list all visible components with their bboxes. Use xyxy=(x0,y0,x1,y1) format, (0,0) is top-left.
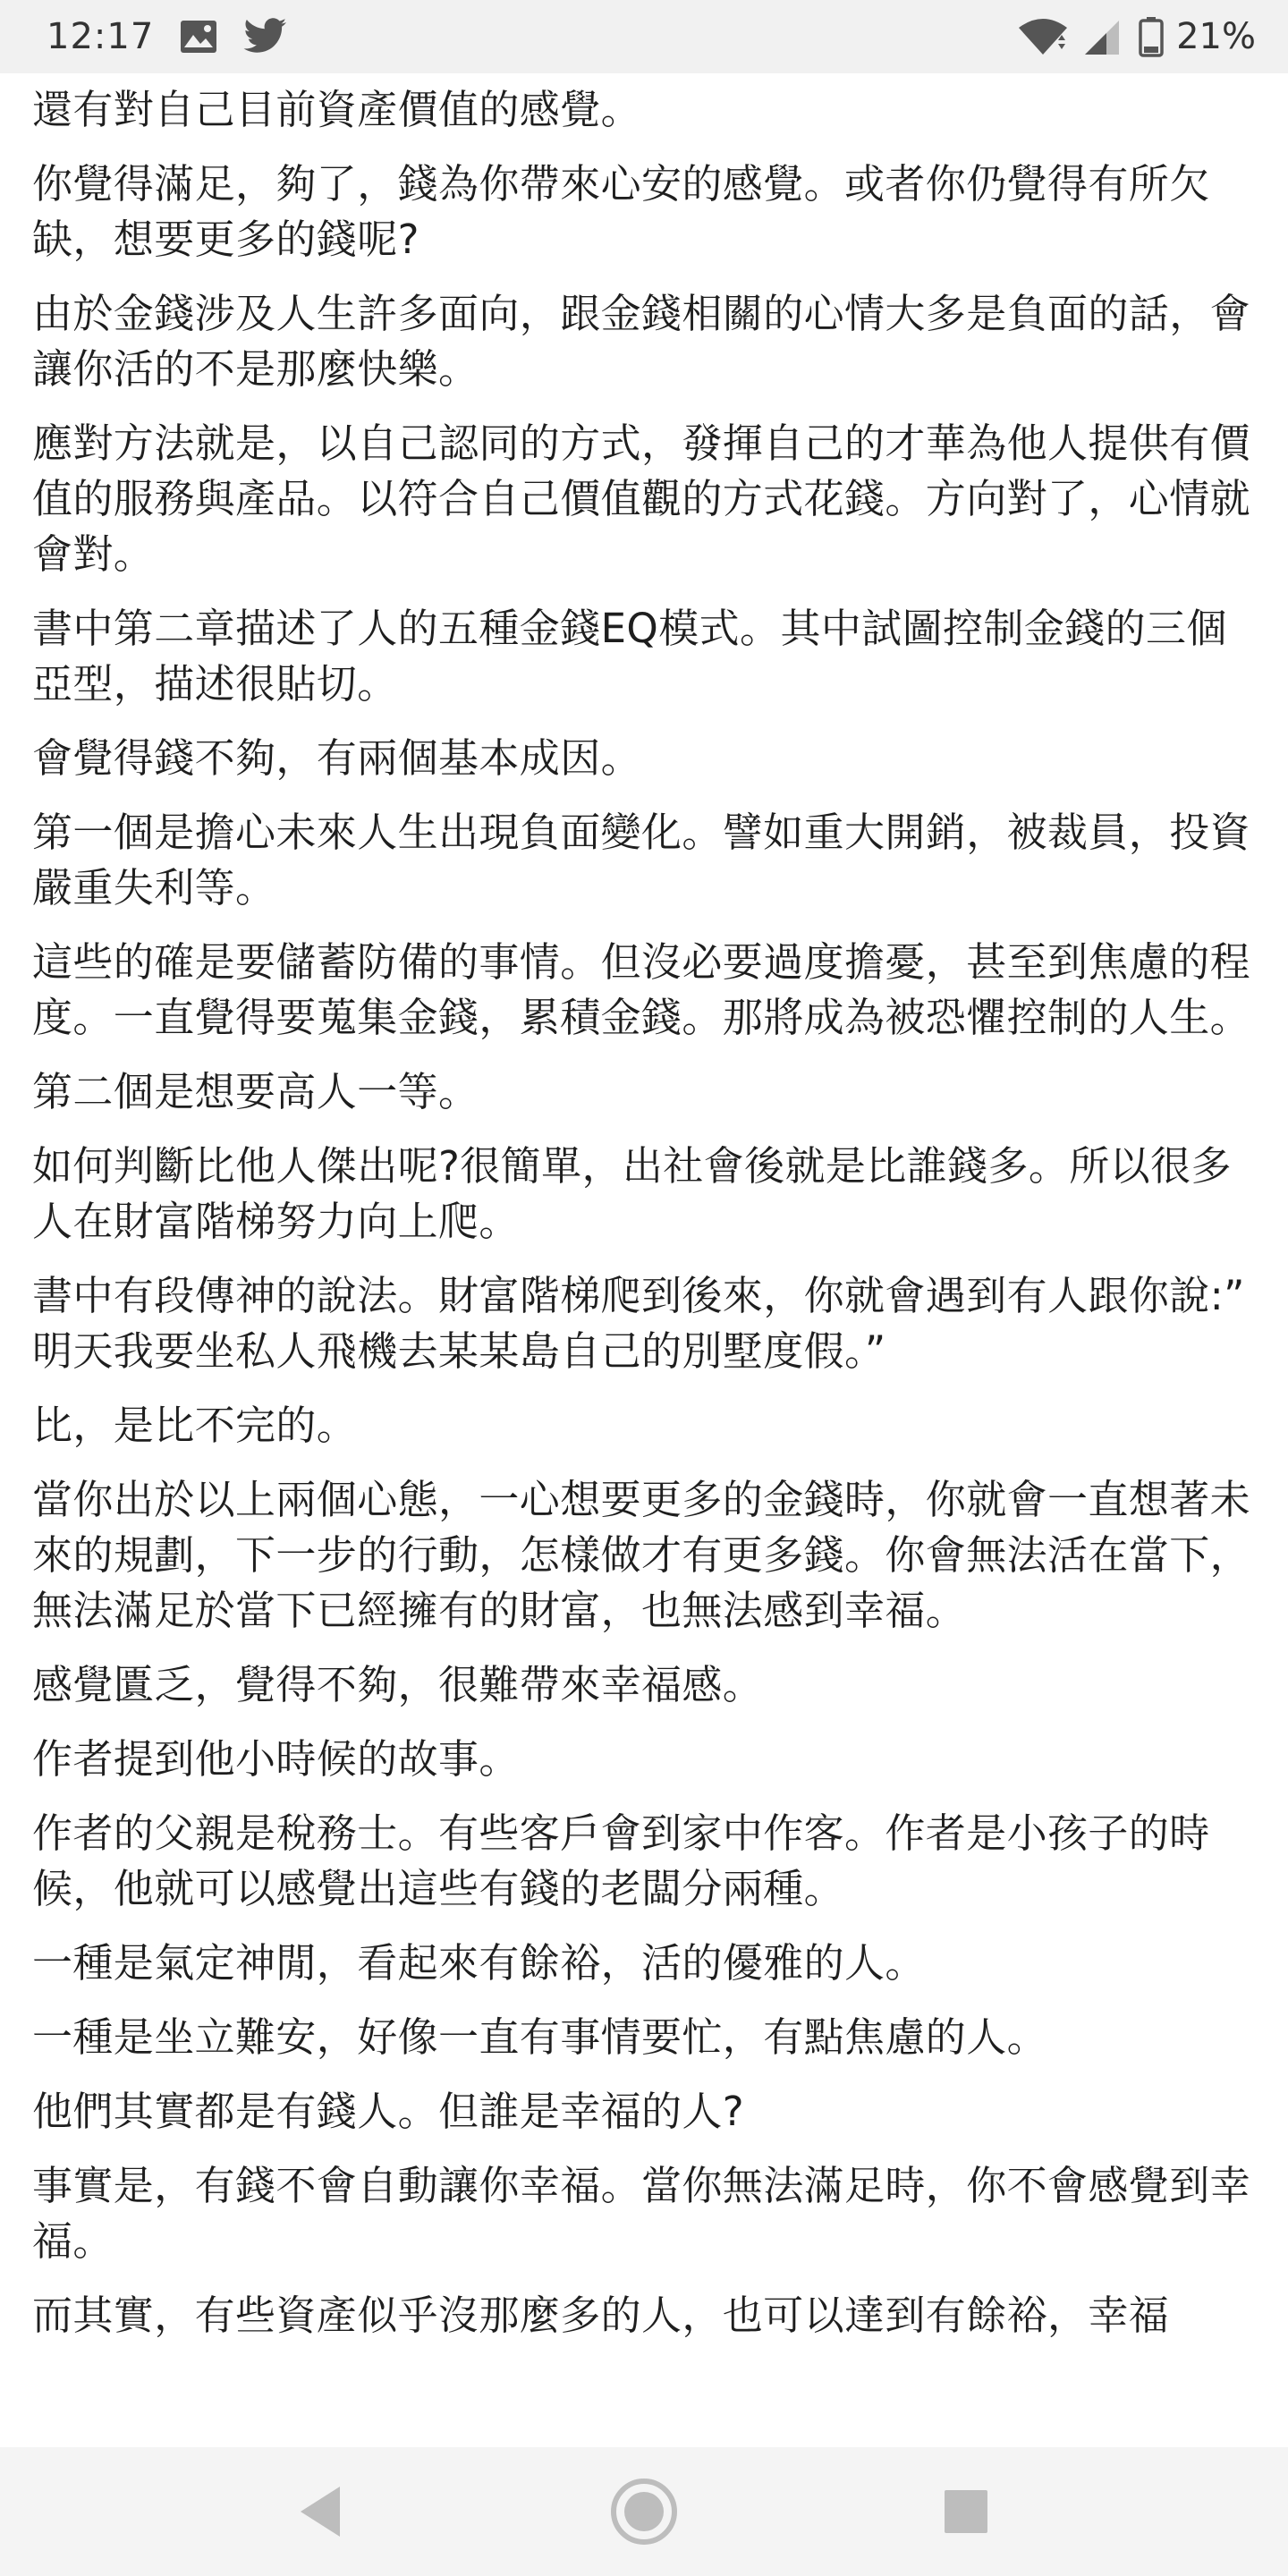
battery-percent: 21% xyxy=(1176,16,1256,57)
status-bar xyxy=(0,0,1288,73)
paragraph: 書中第二章描述了人的五種金錢EQ模式。其中試圖控制金錢的三個亞型，描述很貼切。 xyxy=(32,605,1227,708)
paragraph: 作者的父親是稅務士。有些客戶會到家中作客。作者是小孩子的時候，他就可以感覺出這些有錢的老闆分兩種。 xyxy=(32,1809,1210,1912)
home-button[interactable] xyxy=(590,2458,698,2565)
paragraph: 應對方法就是，以自己認同的方式，發揮自己的才華為他人提供有價值的服務與產品。以符合自己價值觀的方式花錢。方向對了，心情就會對。 xyxy=(32,419,1251,578)
paragraph: 一種是坐立難安，好像一直有事情要忙，有點焦慮的人。 xyxy=(32,2013,1048,2061)
image-icon xyxy=(179,19,218,55)
wifi-icon xyxy=(1017,17,1069,56)
paragraph: 還有對自己目前資產價值的感覺。 xyxy=(32,86,642,133)
paragraph: 作者提到他小時候的故事。 xyxy=(32,1735,520,1783)
navigation-bar xyxy=(0,2447,1288,2576)
paragraph: 你覺得滿足，夠了，錢為你帶來心安的感覺。或者你仍覺得有所欠缺，想要更多的錢呢? xyxy=(32,160,1210,263)
status-left xyxy=(47,16,288,57)
article-body xyxy=(32,82,1267,2444)
paragraph: 這些的確是要儲蓄防備的事情。但沒必要過度擔憂，甚至到焦慮的程度。一直覺得要蒐集金錢，累積金錢。那將成為被恐懼控制的人生。 xyxy=(32,938,1251,1041)
paragraph: 書中有段傳神的說法。財富階梯爬到後來，你就會遇到有人跟你說:” 明天我要坐私人飛機去某某島自己的別墅度假。” xyxy=(32,1272,1245,1375)
signal-icon xyxy=(1081,17,1126,56)
recents-icon xyxy=(941,2487,991,2537)
clock: 12:17 xyxy=(47,16,155,57)
status-right xyxy=(1017,16,1256,57)
paragraph: 當你出於以上兩個心態，一心想要更多的金錢時，你就會一直想著未來的規劃，下一步的行動，怎樣做才有更多錢。你會無法活在當下，無法滿足於當下已經擁有的財富，也無法感到幸福。 xyxy=(32,1476,1251,1634)
battery-icon xyxy=(1139,16,1164,57)
recents-button[interactable] xyxy=(912,2458,1020,2565)
paragraph: 一種是氣定神閒，看起來有餘裕，活的優雅的人。 xyxy=(32,1939,926,1987)
paragraph: 如何判斷比他人傑出呢?很簡單，出社會後就是比誰錢多。所以很多人在財富階梯努力向上爬。 xyxy=(32,1142,1232,1245)
home-icon xyxy=(608,2476,680,2547)
paragraph: 他們其實都是有錢人。但誰是幸福的人? xyxy=(32,2088,745,2135)
paragraph: 感覺匱乏，覺得不夠，很難帶來幸福感。 xyxy=(32,1661,764,1708)
paragraph: 會覺得錢不夠，有兩個基本成因。 xyxy=(32,734,642,782)
paragraph: 第二個是想要高人一等。 xyxy=(32,1068,479,1115)
paragraph: 比，是比不完的。 xyxy=(32,1402,358,1449)
back-button[interactable] xyxy=(268,2458,376,2565)
back-icon xyxy=(295,2483,349,2540)
paragraph: 而其實，有些資產似乎沒那麼多的人，也可以達到有餘裕，幸福 xyxy=(32,2292,1170,2339)
paragraph: 事實是，有錢不會自動讓你幸福。當你無法滿足時，你不會感覺到幸福。 xyxy=(32,2162,1251,2265)
paragraph: 第一個是擔心未來人生出現負面變化。譬如重大開銷，被裁員，投資嚴重失利等。 xyxy=(32,809,1251,911)
paragraph: 由於金錢涉及人生許多面向，跟金錢相關的心情大多是負面的話，會讓你活的不是那麼快樂。 xyxy=(32,290,1251,393)
twitter-icon xyxy=(243,18,288,55)
